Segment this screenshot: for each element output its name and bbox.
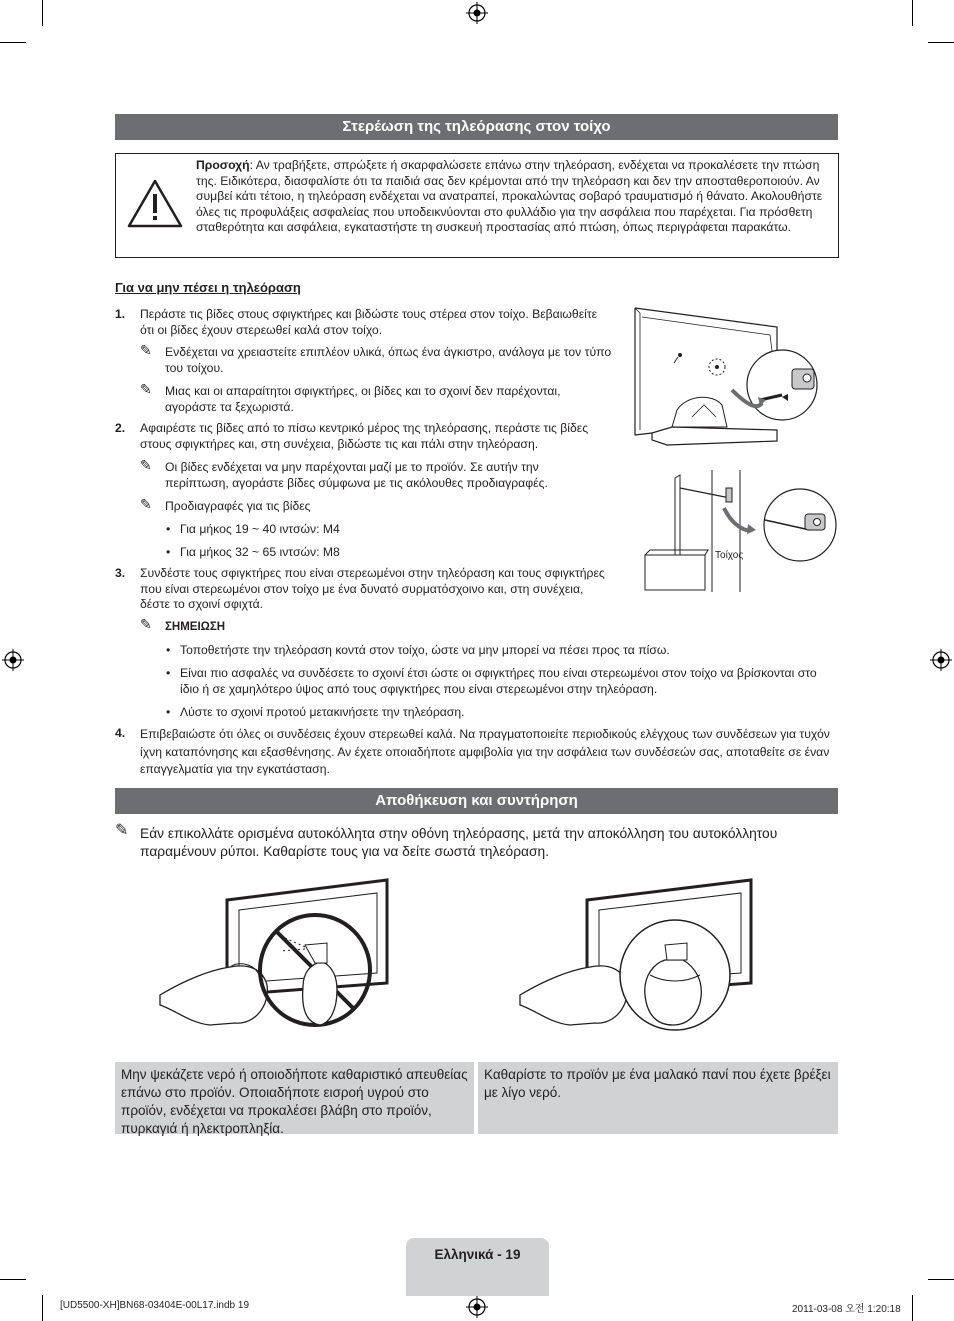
tv-back-bracket-illustration — [632, 305, 844, 450]
section-title-wall-mount: Στερέωση της τηλεόρασης στον τοίχο — [115, 114, 838, 140]
registration-mark-icon — [930, 649, 952, 671]
crop-mark — [912, 1295, 913, 1321]
soft-cloth-illustration — [515, 875, 760, 1035]
crop-mark — [42, 1295, 43, 1321]
warning-triangle-icon — [126, 178, 184, 230]
registration-mark-icon — [2, 649, 24, 671]
spec-item: Για μήκος 19 ~ 40 ιντσών: M4 — [180, 522, 340, 536]
wall-side-illustration — [640, 470, 840, 595]
caption-no-spray: Μην ψεκάζετε νερό ή οποιοδήποτε καθαριστικό απευθείας επάνω στο προϊόν. Οποιαδήποτε εισροή υγρού στο προϊόν, ενδέχεται να προκαλέσει βλάβη στο προϊόν, πυρκαγιά ή ηλεκτροπληξία. — [115, 1062, 474, 1134]
note-pencil-icon: ✎ — [140, 457, 152, 473]
bullet-dot: • — [166, 705, 171, 719]
note-pencil-icon: ✎ — [115, 822, 129, 839]
step-number: 1. — [115, 307, 126, 321]
note-text: Ενδέχεται να χρειαστείτε επιπλέον υλικά, όπως ένα άγκιστρο, ανάλογα με τον τύπο του τοίχου. — [165, 345, 612, 375]
bullet-dot: • — [166, 643, 171, 657]
step-number: 3. — [115, 566, 126, 580]
spec-item: Για μήκος 32 ~ 65 ιντσών: M8 — [180, 545, 340, 559]
note-pencil-icon: ✎ — [140, 616, 152, 632]
caution-box — [115, 153, 839, 258]
crop-mark — [912, 0, 913, 26]
crop-mark — [0, 42, 26, 43]
step-text: Αφαιρέστε τις βίδες από το πίσω κεντρικό μέρος της τηλεόρασης, περάστε τις βίδες στους σφιγκτήρες και, στη συνέχεια, βιδώστε τις και πάλι στην τηλεόραση. — [140, 421, 589, 451]
caution-text — [196, 158, 826, 236]
page-number-label: Ελληνικά - 19 — [434, 1247, 521, 1262]
note-bullet-text: Τοποθετήστε την τηλεόραση κοντά στον τοίχο, ώστε να μην μπορεί να πέσει προς τα πίσω. — [180, 643, 670, 657]
storage-note-text: Εάν επικολλάτε ορισμένα αυτοκόλλητα στην οθόνη τηλεόρασης, μετά την αποκόλληση του αυτοκόλλητου παραμένουν ρύποι. Καθαρίστε τους για να δείτε σωστά τηλεόραση. — [140, 826, 778, 859]
crop-mark — [928, 42, 954, 43]
note-pencil-icon: ✎ — [140, 381, 152, 397]
section-title-storage: Αποθήκευση και συντήρηση — [115, 788, 838, 814]
registration-mark-icon — [466, 2, 488, 24]
bullet-dot: • — [166, 666, 171, 680]
note-pencil-icon: ✎ — [140, 496, 152, 512]
registration-mark-icon — [466, 1296, 488, 1318]
step-number: 4. — [115, 726, 126, 740]
step-text: Επιβεβαιώστε ότι όλες οι συνδέσεις έχουν στερεωθεί καλά. Να πραγματοποιείτε περιοδικούς ελέγχους των συνδέσεων για τυχόν ίχνη καταπόνησης και εξασθένησης. Αν έχετε οποιαδήποτε αμφιβολία για την ασφάλεια των συνδέσεών σας, αποταθείτε σε έναν επαγγελματία για την εγκατάσταση. — [140, 727, 830, 776]
no-spray-illustration — [155, 875, 395, 1035]
step-number: 2. — [115, 421, 126, 435]
note-bullet-text: Λύστε το σχοινί προτού μετακινήσετε την τηλεόραση. — [180, 705, 465, 719]
note-text: Προδιαγραφές για τις βίδες — [165, 499, 311, 513]
caption-soft-cloth: Καθαρίστε το προϊόν με ένα μαλακό πανί που έχετε βρέξει με λίγο νερό. — [478, 1062, 838, 1134]
crop-mark — [42, 0, 43, 26]
caution-body: : Αν τραβήξετε, σπρώξετε ή σκαρφαλώσετε επάνω στην τηλεόραση, ενδέχεται να προκαλέσετε την πτώση της. Ειδικότερα, διασφαλίστε ότι τα παιδιά σας δεν κρέμονται από την τηλεόραση και δεν την αποσταθεροποιούν. Αν συμβεί κάτι τέτοιο, η τηλεόραση ενδέχεται να ανατραπεί, προκαλώντας σοβαρό τραυματισμό ή θάνατο. Ακολουθήστε όλες τις προφυλάξεις ασφαλείας που υποδεικνύονται στο φυλλάδιο για την ασφάλεια που παρέχεται. Για πρόσθετη σταθερότητα και ασφάλεια, εγκαταστήστε τη συσκευή προστασίας από πτώση, όπως περιγράφεται παρακάτω. — [196, 158, 823, 235]
caution-label: Προσοχή — [196, 158, 250, 172]
step-text: Περάστε τις βίδες στους σφιγκτήρες και βιδώστε τους στέρεα στον τοίχο. Βεβαιωθείτε ότι οι βίδες έχουν στερεωθεί καλά στον τοίχο. — [140, 307, 598, 337]
note-text: Μιας και οι απαραίτητοι σφιγκτήρες, οι βίδες και το σχοινί δεν παρέχονται, αγοράστε τα ξεχωριστά. — [165, 384, 561, 414]
footer-date: 2011-03-08 오전 1:20:18 — [792, 1304, 901, 1315]
note-bullet-text: Είναι πιο ασφαλές να συνδέσετε το σχοινί έτσι ώστε οι σφιγκτήρες που είναι στερεωμένοι στον τοίχο να βρίσκονται στο ίδιο ή σε χαμηλότερο ύψος από τους σφιγκτήρες που είναι στερεωμένοι στην τηλεόραση. — [180, 666, 817, 696]
crop-mark — [928, 1279, 954, 1280]
subheading-prevent-fall: Για να μην πέσει η τηλεόραση — [115, 280, 301, 295]
step-text: Συνδέστε τους σφιγκτήρες που είναι στερεωμένοι στην τηλεόραση και τους σφιγκτήρες που είναι στερεωμένοι στον τοίχο με ένα δυνατό συρματόσχοινο και, στη συνέχεια, δέστε το σχοινί σφιχτά. — [140, 566, 605, 612]
bullet-dot: • — [166, 522, 171, 536]
note-pencil-icon: ✎ — [140, 342, 152, 358]
bullet-dot: • — [166, 545, 171, 559]
page-number-tab — [406, 1238, 549, 1296]
note-label: ΣΗΜΕΙΩΣΗ — [165, 621, 226, 633]
wall-label: Τοίχος — [715, 550, 744, 561]
note-text: Οι βίδες ενδέχεται να μην παρέχονται μαζί με το προϊόν. Σε αυτήν την περίπτωση, αγοράστε βίδες σύμφωνα με τις ακόλουθες προδιαγραφές. — [165, 460, 548, 490]
crop-mark — [0, 1279, 26, 1280]
footer-file-info: [UD5500-XH]BN68-03404E-00L17.indb 19 — [60, 1300, 250, 1311]
